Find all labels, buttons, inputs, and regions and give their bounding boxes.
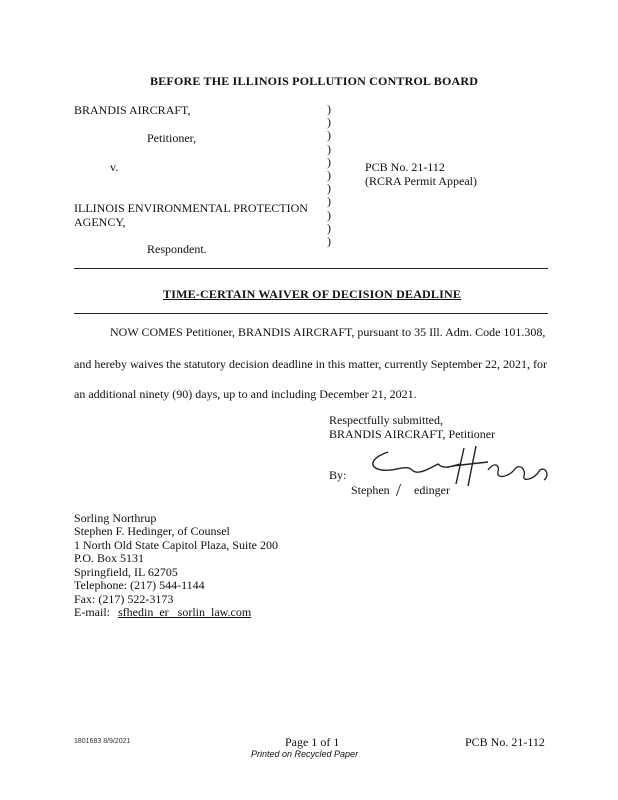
divider-bottom xyxy=(74,313,548,314)
footer-page-number: Page 1 of 1 xyxy=(285,735,340,749)
caption-paren: ) xyxy=(327,194,331,209)
caption-paren: ) xyxy=(327,220,331,235)
case-type: (RCRA Permit Appeal) xyxy=(365,174,477,188)
caption-paren: ) xyxy=(327,181,331,196)
footer-recycled-note: Printed on Recycled Paper xyxy=(251,749,359,759)
versus-label: v. xyxy=(110,160,119,174)
counsel-address-2: P.O. Box 5131 xyxy=(74,551,145,565)
caption-paren: ) xyxy=(327,154,331,169)
counsel-attorney: Stephen F. Hedinger, of Counsel xyxy=(74,524,230,538)
caption-paren: ) xyxy=(327,128,331,143)
petitioner-role: Petitioner, xyxy=(147,131,197,145)
signer-name: Stephen xyxy=(351,483,390,497)
closing: Respectfully submitted, xyxy=(329,413,443,427)
caption-paren-column xyxy=(327,103,331,248)
document-title: TIME-CERTAIN WAIVER OF DECISION DEADLINE xyxy=(163,287,462,301)
body-line-1: NOW COMES Petitioner, BRANDIS AIRCRAFT, pursuant to 35 Ill. Adm. Code 101.308, xyxy=(110,325,546,339)
counsel-fax: Fax: (217) 522-3173 xyxy=(74,592,174,606)
petitioner-name: BRANDIS AIRCRAFT, xyxy=(74,103,191,117)
counsel-email-label: E-mail: xyxy=(74,605,110,619)
respondent-name-line1: ILLINOIS ENVIRONMENTAL PROTECTION xyxy=(74,201,308,215)
handwritten-signature xyxy=(360,440,560,500)
signature-party: BRANDIS AIRCRAFT, Petitioner xyxy=(329,427,496,441)
counsel-city: Springfield, IL 62705 xyxy=(74,565,178,579)
footer-case-number: PCB No. 21-112 xyxy=(465,735,545,749)
caption-paren: ) xyxy=(327,207,331,222)
board-heading: BEFORE THE ILLINOIS POLLUTION CONTROL BOARD xyxy=(150,74,479,88)
signature-by-label: By: xyxy=(329,468,347,482)
counsel-email-link[interactable]: sfhedin er sorlin law.com xyxy=(118,605,252,619)
divider-top xyxy=(74,268,548,269)
signer-name-rest: edinger xyxy=(414,483,450,497)
counsel-firm: Sorling Northrup xyxy=(74,511,157,525)
respondent-role: Respondent. xyxy=(147,242,207,256)
caption-paren: ) xyxy=(327,115,331,130)
caption-paren: ) xyxy=(327,102,331,116)
caption-paren: ) xyxy=(327,168,331,183)
respondent-name-line2: AGENCY, xyxy=(74,215,126,229)
body-line-3: an additional ninety (90) days, up to and including December 21, 2021. xyxy=(74,387,417,401)
caption-paren: ) xyxy=(327,141,331,156)
footer-doc-id: 1801683 8/9/2021 xyxy=(74,738,131,745)
counsel-telephone: Telephone: (217) 544-1144 xyxy=(74,578,205,592)
case-number: PCB No. 21-112 xyxy=(365,160,445,174)
counsel-address-1: 1 North Old State Capitol Plaza, Suite 200 xyxy=(74,538,278,552)
body-line-2: and hereby waives the statutory decision deadline in this matter, currently September 22, 2021, for xyxy=(74,357,548,371)
caption-paren: ) xyxy=(327,234,331,249)
